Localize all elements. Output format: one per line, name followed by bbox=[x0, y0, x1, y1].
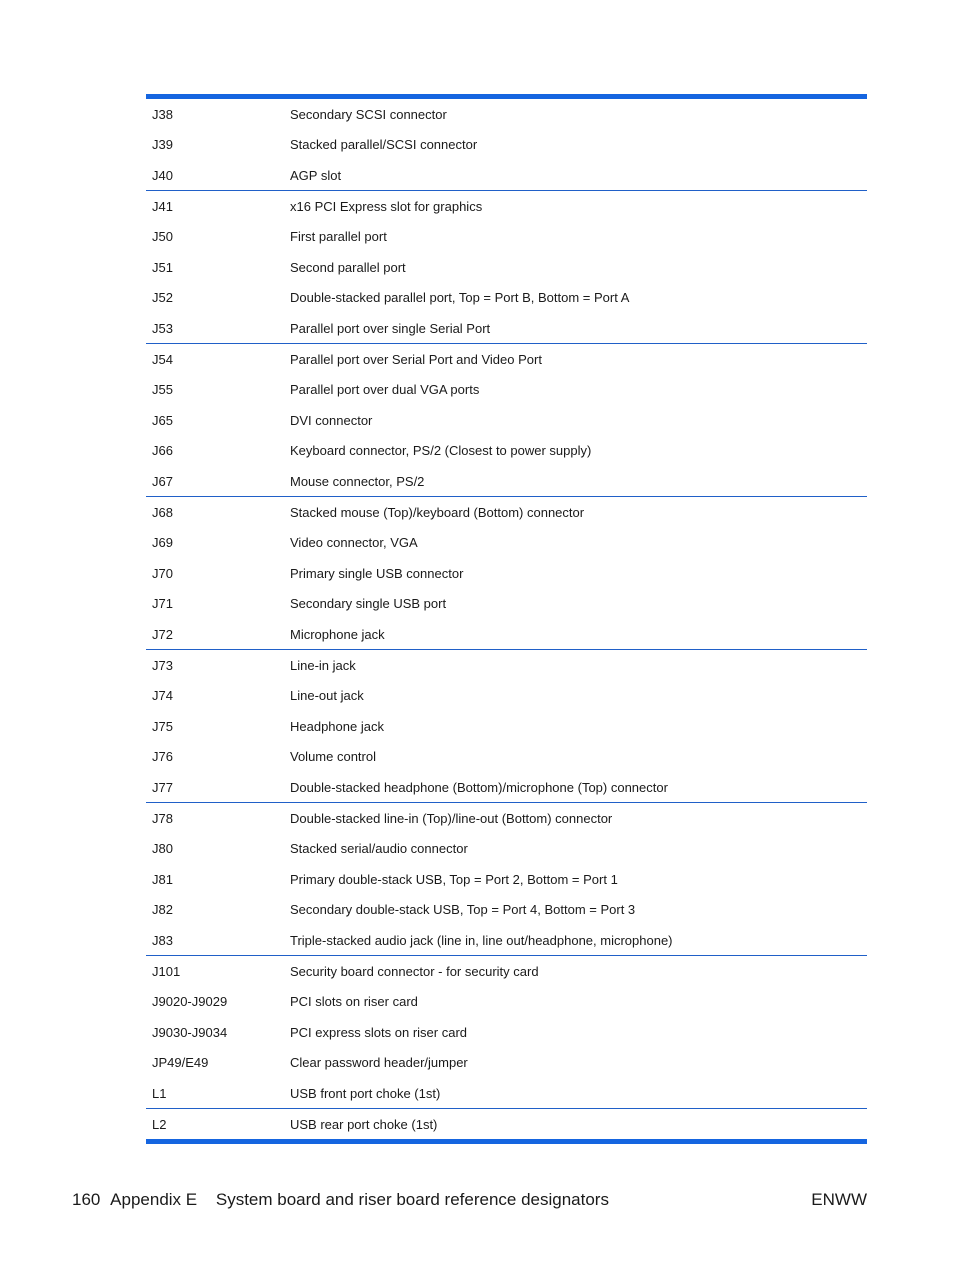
table-row bbox=[146, 741, 867, 772]
table-row bbox=[146, 956, 867, 986]
designator-cell: J55 bbox=[152, 382, 173, 397]
table-row bbox=[146, 650, 867, 680]
table-row bbox=[146, 558, 867, 588]
table-row bbox=[146, 619, 867, 649]
description-cell: DVI connector bbox=[290, 412, 373, 428]
designator-cell: J68 bbox=[152, 504, 173, 520]
designator-cell: J41 bbox=[152, 198, 173, 214]
designator-cell: J38 bbox=[152, 106, 173, 122]
designator-cell: J73 bbox=[152, 657, 173, 673]
description-cell: Keyboard connector, PS/2 (Closest to power supply) bbox=[290, 443, 592, 458]
description-cell: AGP slot bbox=[290, 167, 342, 183]
designator-cell: J52 bbox=[152, 290, 173, 305]
designator-cell: J9020-J9029 bbox=[152, 994, 228, 1009]
designator-cell: J75 bbox=[152, 718, 173, 734]
description-cell: Primary single USB connector bbox=[290, 565, 464, 581]
table-row bbox=[146, 588, 867, 619]
table-row bbox=[146, 1047, 867, 1078]
table-row bbox=[146, 772, 867, 802]
table-row bbox=[146, 160, 867, 190]
description-cell: Parallel port over dual VGA ports bbox=[290, 382, 480, 397]
description-cell: USB front port choke (1st) bbox=[290, 1085, 441, 1101]
table-row bbox=[146, 344, 867, 374]
page-footer bbox=[72, 1190, 867, 1210]
description-cell: Primary double-stack USB, Top = Port 2, Bottom = Port 1 bbox=[290, 871, 618, 887]
table-row bbox=[146, 221, 867, 252]
table-row bbox=[146, 313, 867, 343]
table-row bbox=[146, 711, 867, 741]
description-cell: Video connector, VGA bbox=[290, 535, 418, 550]
designator-cell: J78 bbox=[152, 810, 173, 826]
description-cell: PCI slots on riser card bbox=[290, 994, 418, 1009]
table-row bbox=[146, 405, 867, 435]
table-row bbox=[146, 527, 867, 558]
description-cell: Stacked serial/audio connector bbox=[290, 841, 468, 856]
page-number: 160 bbox=[72, 1190, 101, 1209]
designator-cell: J66 bbox=[152, 443, 173, 458]
description-cell: Parallel port over single Serial Port bbox=[290, 320, 491, 336]
table-row bbox=[146, 497, 867, 527]
table-row bbox=[146, 894, 867, 925]
table-row-group bbox=[146, 956, 867, 1109]
designator-cell: J70 bbox=[152, 565, 173, 581]
designator-cell: J65 bbox=[152, 412, 173, 428]
table-row bbox=[146, 986, 867, 1017]
designator-cell: J51 bbox=[152, 259, 173, 275]
designator-cell: J76 bbox=[152, 749, 173, 764]
description-cell: Line-in jack bbox=[290, 657, 356, 673]
description-cell: x16 PCI Express slot for graphics bbox=[290, 198, 483, 214]
description-cell: PCI express slots on riser card bbox=[290, 1024, 468, 1040]
table-row bbox=[146, 925, 867, 955]
designator-cell: J39 bbox=[152, 137, 173, 152]
designator-cell: L1 bbox=[152, 1085, 167, 1101]
designator-cell: J77 bbox=[152, 779, 173, 795]
table-row bbox=[146, 252, 867, 282]
designator-cell: J67 bbox=[152, 473, 173, 489]
table-row bbox=[146, 1078, 867, 1108]
table-row bbox=[146, 435, 867, 466]
description-cell: Triple-stacked audio jack (line in, line out/headphone, microphone) bbox=[290, 932, 673, 948]
table-row-group bbox=[146, 650, 867, 803]
description-cell: Secondary double-stack USB, Top = Port 4, Bottom = Port 3 bbox=[290, 902, 636, 917]
designator-cell: J9030-J9034 bbox=[152, 1024, 228, 1040]
table-row-group bbox=[146, 191, 867, 344]
description-cell: Double-stacked headphone (Bottom)/microphone (Top) connector bbox=[290, 779, 668, 795]
footer-title: System board and riser board reference designators bbox=[215, 1190, 609, 1209]
table-row bbox=[146, 129, 867, 160]
description-cell: Second parallel port bbox=[290, 259, 406, 275]
table-row-group bbox=[146, 1109, 867, 1139]
designator-cell: J40 bbox=[152, 167, 173, 183]
description-cell: Parallel port over Serial Port and Video Port bbox=[290, 351, 542, 367]
description-cell: Double-stacked parallel port, Top = Port B, Bottom = Port A bbox=[290, 290, 630, 305]
description-cell: USB rear port choke (1st) bbox=[290, 1116, 438, 1132]
table-row bbox=[146, 803, 867, 833]
description-cell: Headphone jack bbox=[290, 718, 384, 734]
table-row-group bbox=[146, 99, 867, 191]
table-row-group bbox=[146, 803, 867, 956]
description-cell: Secondary single USB port bbox=[290, 596, 447, 611]
footer-section: Appendix E bbox=[110, 1190, 198, 1209]
table-row bbox=[146, 1109, 867, 1139]
designator-cell: J82 bbox=[152, 902, 173, 917]
table-row-group bbox=[146, 497, 867, 650]
designator-cell: J72 bbox=[152, 626, 173, 642]
designator-cell: J83 bbox=[152, 932, 173, 948]
designator-cell: J80 bbox=[152, 841, 173, 856]
description-cell: Line-out jack bbox=[290, 688, 364, 703]
description-cell: Microphone jack bbox=[290, 626, 385, 642]
table-row bbox=[146, 833, 867, 864]
description-cell: Security board connector - for security card bbox=[290, 963, 539, 979]
designator-cell: J74 bbox=[152, 688, 173, 703]
designator-cell: J53 bbox=[152, 320, 173, 336]
table-row bbox=[146, 466, 867, 496]
table-row bbox=[146, 99, 867, 129]
table-row bbox=[146, 1017, 867, 1047]
table-row bbox=[146, 864, 867, 894]
footer-right: ENWW bbox=[811, 1190, 867, 1209]
table-row bbox=[146, 374, 867, 405]
table-row bbox=[146, 282, 867, 313]
description-cell: Stacked mouse (Top)/keyboard (Bottom) connector bbox=[290, 504, 585, 520]
description-cell: Double-stacked line-in (Top)/line-out (Bottom) connector bbox=[290, 810, 613, 826]
table-row bbox=[146, 191, 867, 221]
designator-cell: J71 bbox=[152, 596, 173, 611]
table-row-group bbox=[146, 344, 867, 497]
description-cell: Stacked parallel/SCSI connector bbox=[290, 137, 478, 152]
description-cell: Mouse connector, PS/2 bbox=[290, 473, 425, 489]
designator-cell: L2 bbox=[152, 1116, 167, 1132]
footer-left bbox=[72, 1190, 615, 1210]
reference-designator-table bbox=[146, 94, 867, 1144]
designator-cell: J69 bbox=[152, 535, 173, 550]
description-cell: Clear password header/jumper bbox=[290, 1055, 468, 1070]
description-cell: First parallel port bbox=[290, 229, 387, 244]
designator-cell: J81 bbox=[152, 871, 173, 887]
description-cell: Secondary SCSI connector bbox=[290, 106, 447, 122]
designator-cell: J101 bbox=[152, 963, 181, 979]
description-cell: Volume control bbox=[290, 749, 376, 764]
designator-cell: JP49/E49 bbox=[152, 1055, 209, 1070]
designator-cell: J54 bbox=[152, 351, 173, 367]
designator-cell: J50 bbox=[152, 229, 173, 244]
table-row bbox=[146, 680, 867, 711]
